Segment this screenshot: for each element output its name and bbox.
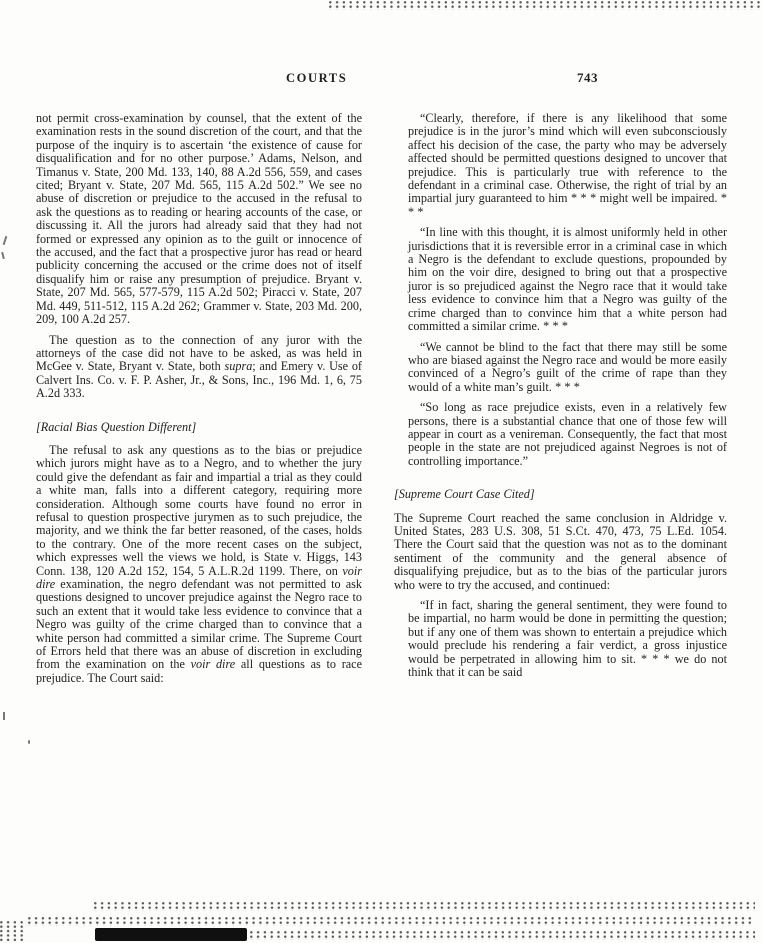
scan-halftone-bottom-row3 [250, 931, 755, 940]
paragraph: The refusal to ask any questions as to the bias or prejudice which jurors might have as to a Negro, and to whether the jury could give the defendant as fair and impartial a trial as they could a white man, falls into a different category, requiring more consideration. Although some courts have found no error in refusal to question prospective jurymen as to such prejudice, the majority, and we think the far better reasoned, of the cases, holds to the contrary. One of the more recent cases on the subject, which expresses well the views we hold, is State v. Higgs, 143 Conn. 138, 120 A.2d 152, 154, 5 A.L.R.2d 1199. There, on voir dire examination, the negro defendant was not permitted to ask questions designed to uncover prejudice against the Negro race to such an extent that it would take less evidence to convince that a Negro was guilty of the crime charged than to convince that a white person had committed a similar crime. The Supreme Court of Errors held that there was an abuse of discretion in excluding from the examination on the voir dire all questions as to race prejudice. The Court said: [36, 442, 362, 685]
margin-scan-mark [28, 740, 30, 744]
scan-halftone-bottom-row1 [94, 902, 755, 911]
scan-halftone-corner [0, 921, 26, 943]
block-quote: “We cannot be blind to the fact that there may still be some who are biased against the Negro race and would be more easily convinced of a Negro’s guilt of the crime of rape than they would of a white man’s guilt. * * * [408, 339, 727, 394]
scan-ink-bar [95, 928, 247, 941]
section-heading: [Racial Bias Question Different] [36, 419, 197, 434]
block-quote: “Clearly, therefore, if there is any likelihood that some prejudice is in the juror’s mind which will even subconsciously affect his decision of the case, the party who may be adversely affected should be permitted questions designed to uncover that prejudice. This is particularly true with reference to the defendant in a criminal case. Otherwise, the right of trial by an impartial jury guaranteed to him * * * might well be impaired. * * * [408, 111, 727, 219]
paragraph: The question as to the connection of any juror with the attorneys of the case did not have to be asked, as was held in McGee v. State, Bryant v. State, both supra; and Emery v. Use of Calvert Ins. Co. v. F. P. Asher, Jr., & Sons, Inc., 196 Md. 1, 6, 75 A.2d 333. [36, 332, 362, 401]
paragraph: not permit cross-examination by counsel, that the extent of the examination rests in the sound discretion of the court, and that the purpose of the inquiry is to ascertain ‘the existence of cause for disqualification and for no other purpose.’ Adams, Nelson, and Timanus v. State, 200 Md. 133, 140, 88 A.2d 556, 559, and cases cited; Bryant v. State, 207 Md. 565, 115 A.2d 502.” We see no abuse of discretion or prejudice to the accused in the refusal to ask the questions as to reading or hearing accounts of the case, or discussing it. All the jurors had already said that they had not formed or expressed any opinion as to the guilt or innocence of the accused, and the fact that a prospective juror has read or heard publicity concerning the accused or the crime does not of itself disqualify him or raise any presumption of prejudice. Bryant v. State, 207 Md. 565, 577-579, 115 A.2d 502; Piracci v. State, 207 Md. 449, 511-512, 115 A.2d 262; Grammer v. State, 203 Md. 200, 209, 100 A.2d 257. [36, 111, 362, 327]
block-quote: “So long as race prejudice exists, even in a relatively few persons, there is a substantial chance that one of those few will appear in court as a venireman. Consequently, the fact that most people in the state are not prejudiced against Negroes is not of controlling importance.” [408, 400, 727, 468]
left-column [36, 112, 362, 692]
page-title: COURTS [286, 71, 348, 85]
section-heading: [Supreme Court Case Cited] [394, 487, 535, 502]
block-quote: “If in fact, sharing the general sentiment, they were found to be impartial, no harm would be done in permitting the question; but if any one of them was shown to entertain a prejudice which would preclude his rendering a fair verdict, a gross injustice would be perpetrated in allowing him to sit. * * * we do not think that it can be said [408, 598, 727, 680]
margin-scan-mark [3, 236, 8, 245]
paragraph: The Supreme Court reached the same conclusion in Aldridge v. United States, 283 U.S. 308, 51 S.Ct. 470, 473, 75 L.Ed. 1054. There the Court said that the question was not as to the dominant sentiment of the community and the general absence of disqualifying prejudice, but as to the bias of the particular jurors who were to try the accused, and continued: [394, 510, 727, 592]
scan-halftone-top [329, 1, 763, 10]
margin-scan-mark [3, 712, 5, 720]
block-quote: “In line with this thought, it is almost uniformly held in other jurisdictions that it is reversible error in a criminal case in which a Negro is the defendant to exclude questions, propounded by him on the voir dire, designed to bring out that a prospective juror is so prejudiced against the Negro race that it would take less evidence to convince him that a Negro was guilty of the crime charged than to convince him that a white person had committed a similar crime. * * * [408, 225, 727, 334]
margin-scan-mark [1, 252, 5, 259]
scan-halftone-bottom-row2 [28, 917, 755, 926]
right-column [394, 112, 727, 686]
page-number: 743 [577, 70, 598, 85]
